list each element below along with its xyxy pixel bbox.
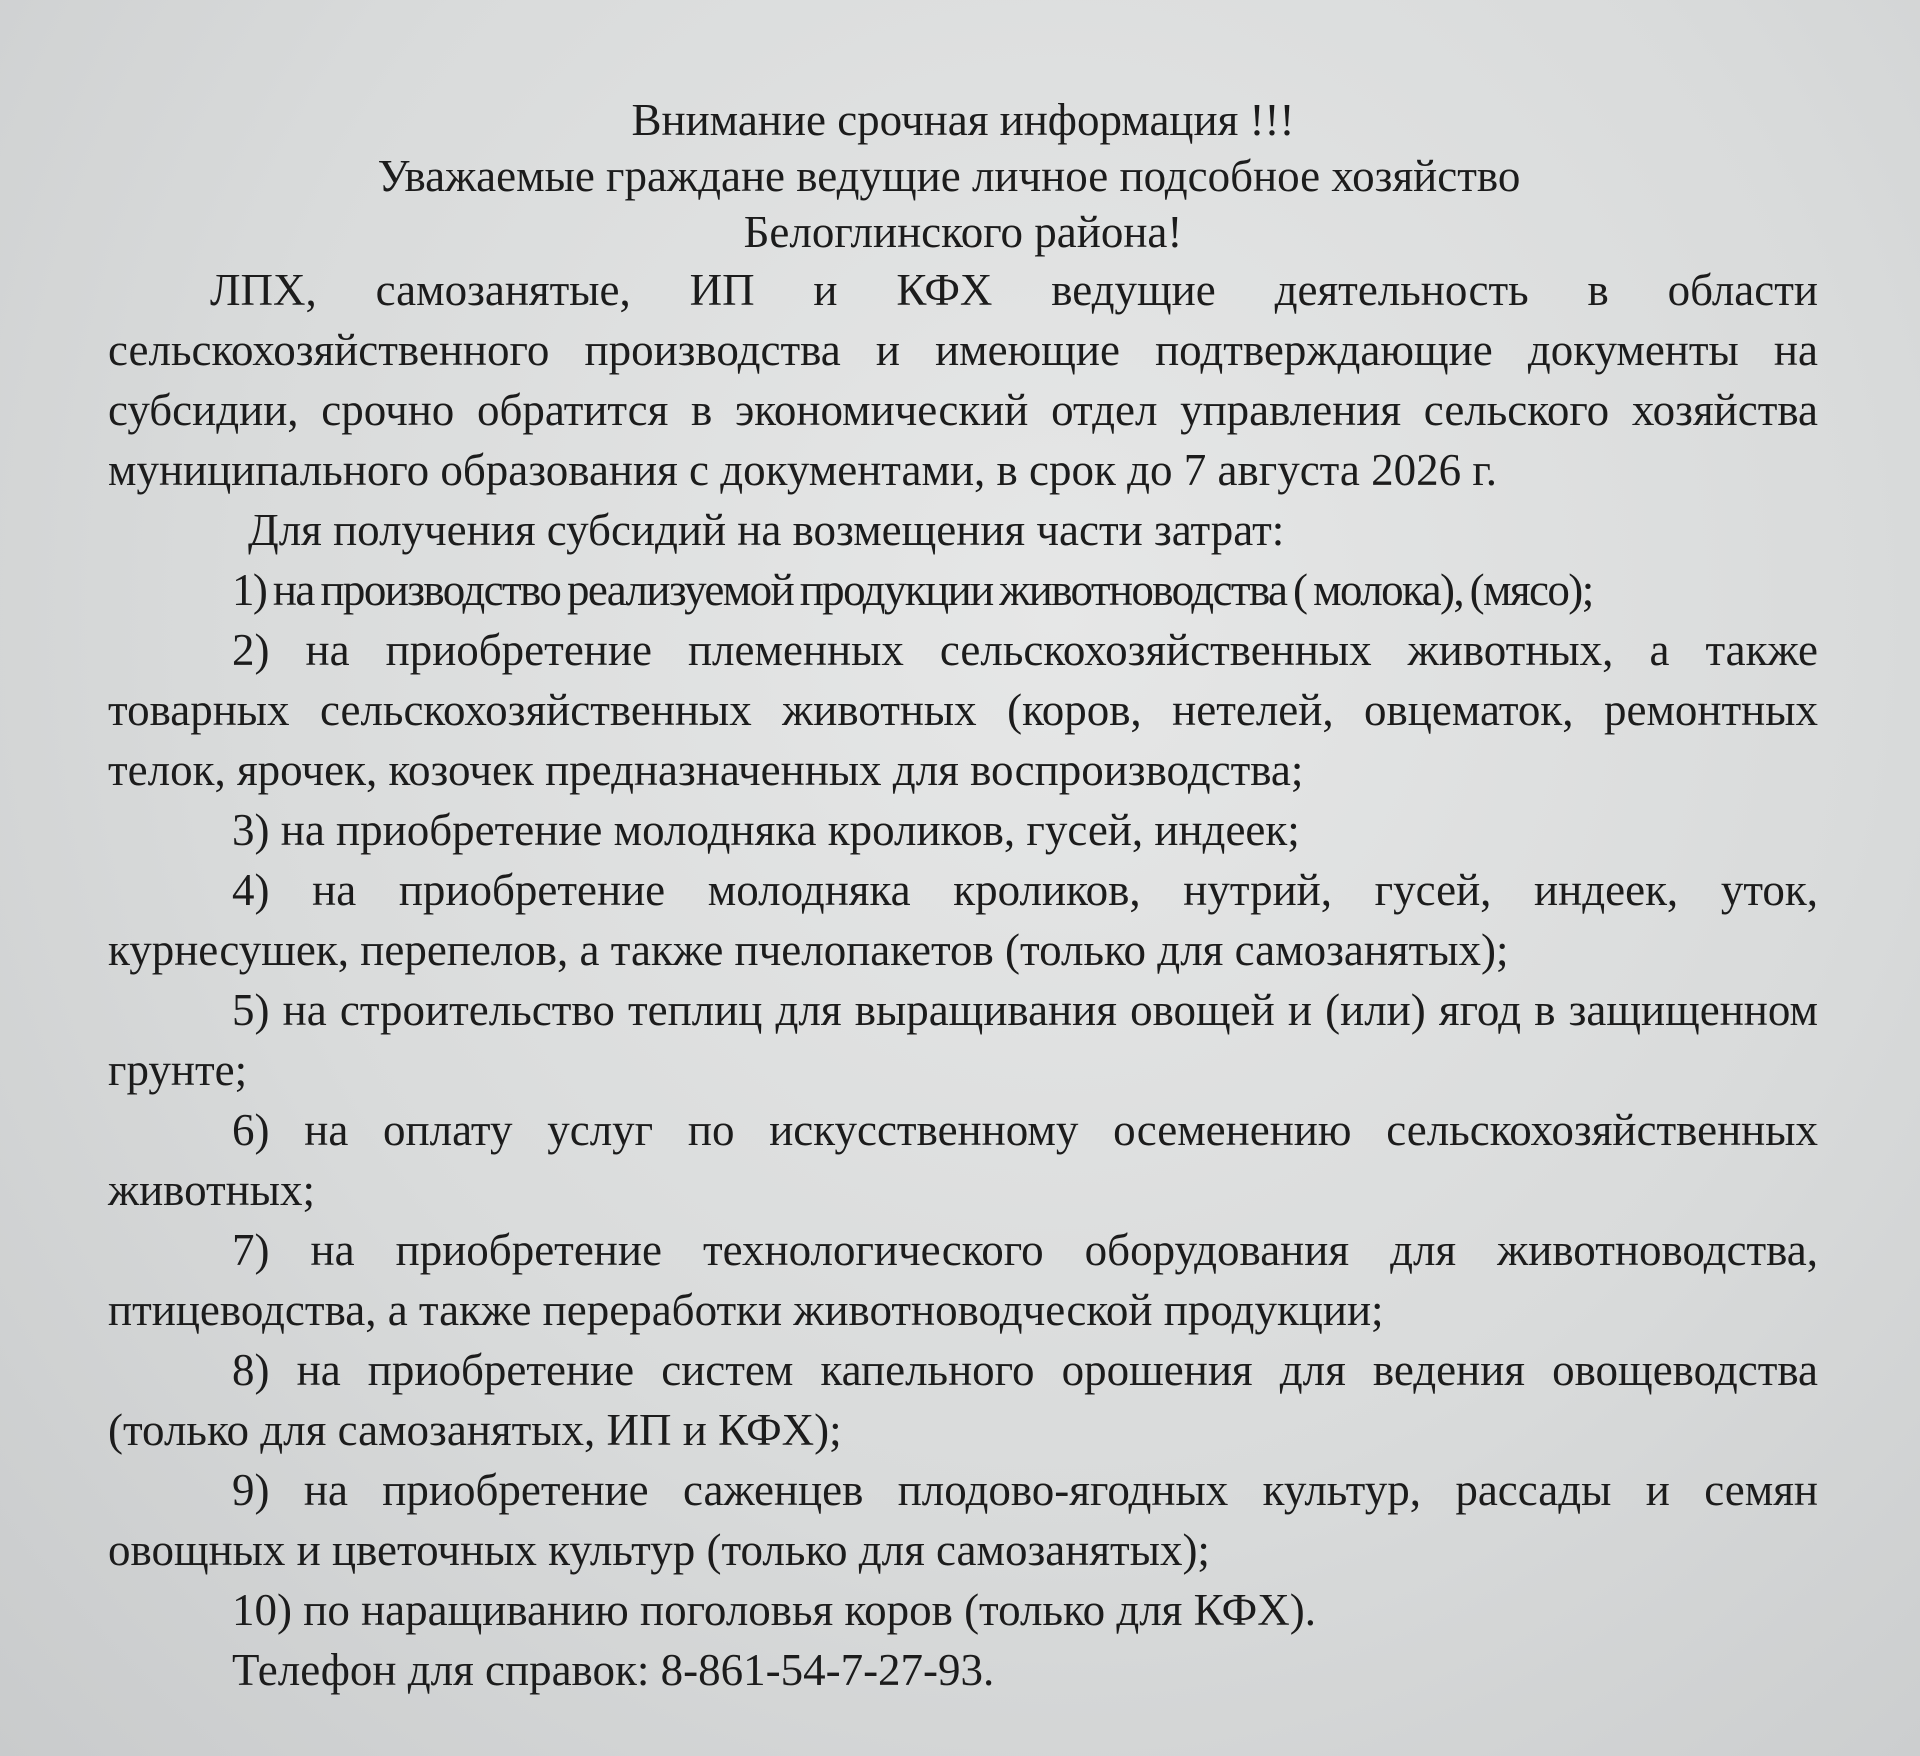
subsidy-item-1: 1) на производство реализуемой продукции животноводства ( молока), (мясо);	[232, 565, 1593, 615]
subsidy-item-9: 9) на приобретение саженцев плодово-ягодных культур, рассады и семян овощных и цветочных культур (только для самозанятых);	[108, 1465, 1818, 1575]
subsidy-item-7: 7) на приобретение технологического оборудования для животноводства, птицеводства, а также переработки животноводческой продукции;	[108, 1225, 1818, 1335]
subsidy-item-2: 2) на приобретение племенных сельскохозяйственных животных, а также товарных сельскохозяйственных животных (коров, нетелей, овцематок, ремонтных телок, ярочек, козочек предназначенных для воспроизводства;	[108, 625, 1818, 795]
subsidy-list	[108, 560, 1818, 1640]
notice-document	[108, 92, 1818, 1700]
notice-title: Внимание срочная информация !!!	[631, 95, 1295, 145]
subsidy-item-6: 6) на оплату услуг по искусственному осеменению сельскохозяйственных животных;	[108, 1105, 1818, 1215]
subsidy-item-10: 10) по наращиванию поголовья коров (только для КФХ).	[232, 1585, 1316, 1635]
notice-main-paragraph: ЛПХ, самозанятые, ИП и КФХ ведущие деятельность в области сельскохозяйственного производства и имеющие подтверждающие документы на субсидии, срочно обратится в экономический отдел управления сельского хозяйства муниципального образования с документами, в срок до 7 августа 2026 г.	[108, 265, 1818, 495]
notice-subtitle-line1: Уважаемые граждане ведущие личное подсобное хозяйство	[377, 151, 1521, 201]
subsidy-item-4: 4) на приобретение молодняка кроликов, нутрий, гусей, индеек, уток, курнесушек, перепелов, а также пчелопакетов (только для самозанятых);	[108, 865, 1818, 975]
contact-phone: 8-861-54-7-27-93.	[660, 1645, 995, 1695]
subsidy-list-intro: Для получения субсидий на возмещения части затрат:	[248, 505, 1285, 555]
contact-line	[108, 1640, 1818, 1700]
subsidy-item-8: 8) на приобретение систем капельного орошения для ведения овощеводства (только для самозанятых, ИП и КФХ);	[108, 1345, 1818, 1455]
notice-subtitle-line2: Белоглинского района!	[743, 207, 1183, 257]
subsidy-item-3: 3) на приобретение молодняка кроликов, гусей, индеек;	[232, 805, 1300, 855]
subsidy-item-5: 5) на строительство теплиц для выращивания овощей и (или) ягод в защищенном грунте;	[108, 985, 1818, 1095]
contact-label: Телефон для справок:	[232, 1645, 650, 1695]
